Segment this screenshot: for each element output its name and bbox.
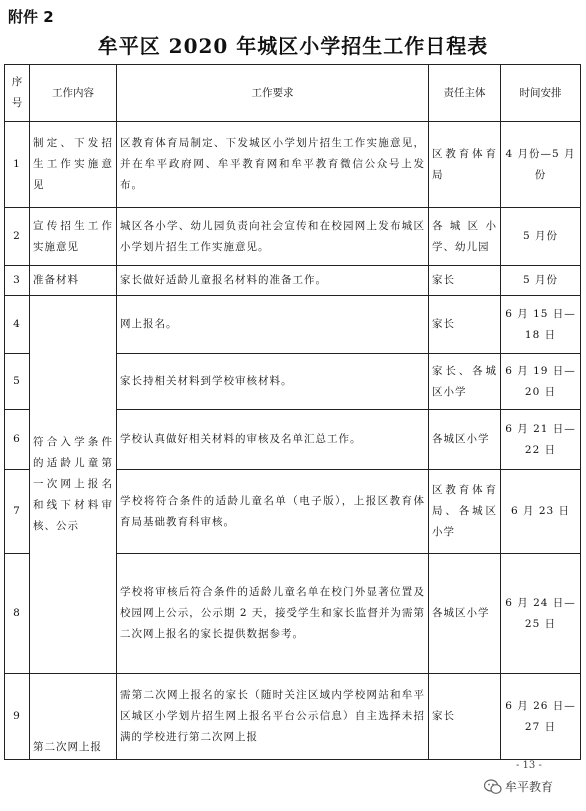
row-time: 6 月 15 日—18 日 [501, 296, 581, 354]
row-task: 宣传招生工作实施意见 [30, 208, 117, 266]
row-no: 7 [5, 470, 30, 554]
row-requirement: 家长做好适龄儿童报名材料的准备工作。 [117, 266, 429, 296]
row-no: 6 [5, 410, 30, 470]
row-responsible: 各城区小学、幼儿园 [429, 208, 501, 266]
row-no: 4 [5, 296, 30, 354]
row-time: 5 月份 [501, 266, 581, 296]
header-requirement: 工作要求 [117, 65, 429, 122]
header-time: 时间安排 [501, 65, 581, 122]
table-row [5, 296, 581, 354]
table-row [5, 674, 581, 760]
table-row [5, 122, 581, 208]
row-time: 5 月份 [501, 208, 581, 266]
row-responsible: 家长 [429, 674, 501, 760]
table-row [5, 266, 581, 296]
row-responsible: 各城区小学 [429, 410, 501, 470]
watermark-logo [484, 778, 553, 795]
table-header-row [5, 65, 581, 122]
page-title: 牟平区 2020 年城区小学招生工作日程表 [97, 34, 489, 58]
row-requirement: 需第二次网上报名的家长（随时关注区域内学校网站和牟平区城区小学划片招生网上报名平台公示信息）自主选择未招满的学校进行第二次网上报 [117, 674, 429, 760]
row-responsible: 家长、各城区小学 [429, 354, 501, 410]
schedule-table [4, 64, 581, 760]
row-task: 制定、下发招生工作实施意见 [30, 122, 117, 208]
row-task: 准备材料 [30, 266, 117, 296]
row-responsible: 各城区小学 [429, 554, 501, 674]
header-task: 工作内容 [30, 65, 117, 122]
row-responsible: 家长 [429, 266, 501, 296]
header-responsible: 责任主体 [429, 65, 501, 122]
row-requirement: 学校认真做好相关材料的审核及名单汇总工作。 [117, 410, 429, 470]
row-task: 第二次网上报 [30, 674, 117, 760]
row-no: 1 [5, 122, 30, 208]
row-time: 6 月 23 日 [501, 470, 581, 554]
row-responsible: 区教育体育局 [429, 122, 501, 208]
row-requirement: 学校将审核后符合条件的适龄儿童名单在校门外显著位置及校园网上公示，公示期 2 天，接受学生和家长监督并为需第二次网上报名的家长提供数据参考。 [117, 554, 429, 674]
row-requirement: 网上报名。 [117, 296, 429, 354]
page-number: - 13 - [516, 760, 542, 771]
row-responsible: 家长 [429, 296, 501, 354]
row-time: 6 月 24 日—25 日 [501, 554, 581, 674]
row-requirement: 家长持相关材料到学校审核材料。 [117, 354, 429, 410]
attachment-label: 附件 2 [8, 8, 54, 26]
row-no: 8 [5, 554, 30, 674]
row-time: 6 月 19 日—20 日 [501, 354, 581, 410]
row-responsible: 区教育体育局、各城区小学 [429, 470, 501, 554]
wechat-icon [484, 779, 502, 795]
merged-task-cell: 符合入学条件的适龄儿童第一次网上报名和线下材料审核、公示 [30, 296, 117, 674]
row-time: 6 月 21 日—22 日 [501, 410, 581, 470]
row-no: 5 [5, 354, 30, 410]
row-no: 2 [5, 208, 30, 266]
logo-text: 牟平教育 [505, 780, 554, 794]
row-no: 3 [5, 266, 30, 296]
row-requirement: 学校将符合条件的适龄儿童名单（电子版），上报区教育体育局基础教育科审核。 [117, 470, 429, 554]
row-requirement: 区教育体育局制定、下发城区小学划片招生工作实施意见，并在牟平政府网、牟平教育网和牟平教育微信公众号上发布。 [117, 122, 429, 208]
header-no: 序号 [5, 65, 30, 122]
row-time: 6 月 26 日—27 日 [501, 674, 581, 760]
row-no: 9 [5, 674, 30, 760]
row-time: 4 月份—5 月份 [501, 122, 581, 208]
table-row [5, 208, 581, 266]
row-requirement: 城区各小学、幼儿园负责向社会宣传和在校园网上发布城区小学划片招生工作实施意见。 [117, 208, 429, 266]
